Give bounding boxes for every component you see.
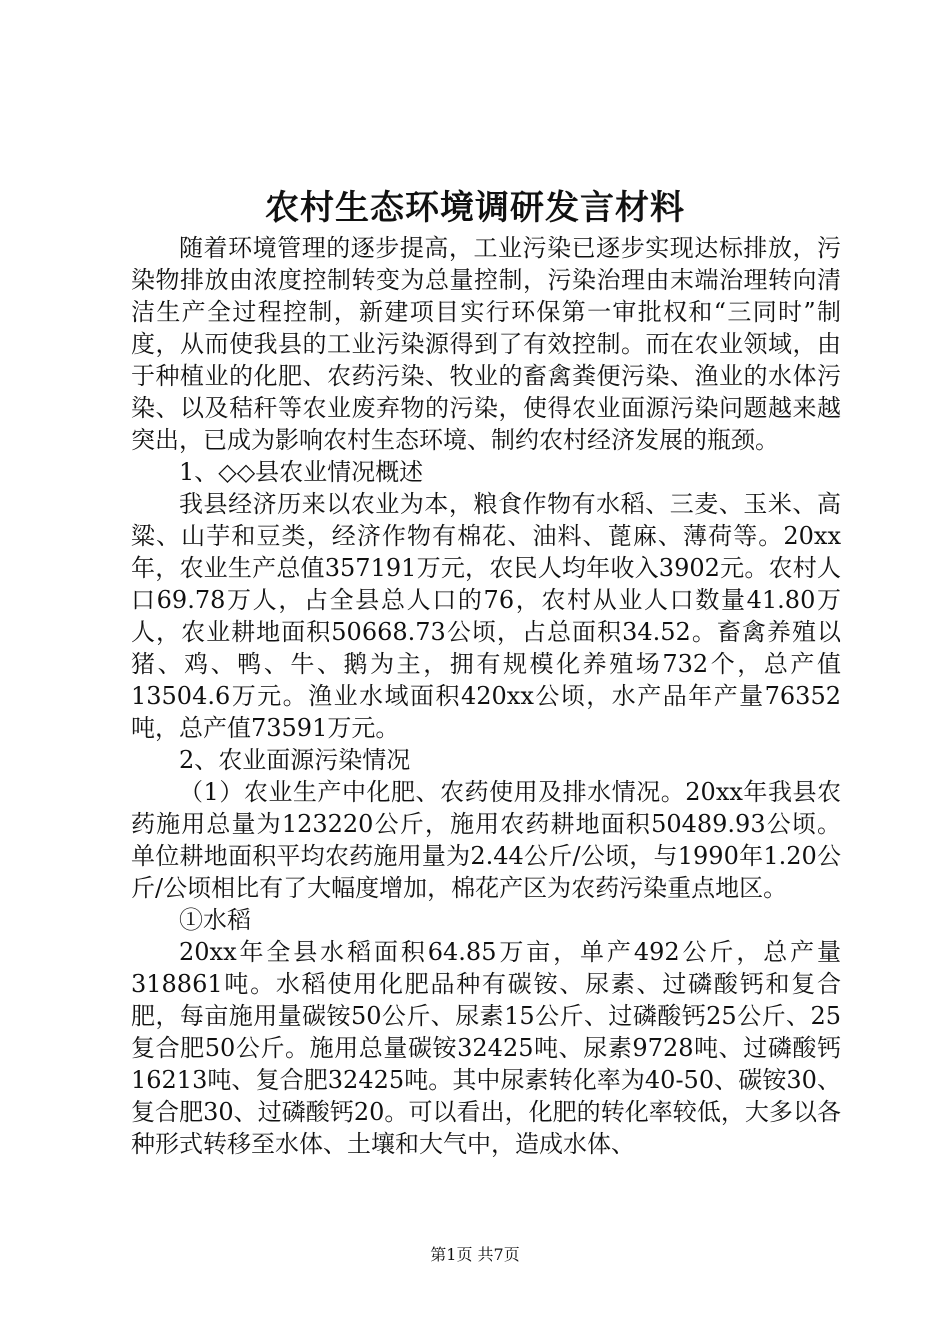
heading-section-1: 1、◇◇县农业情况概述 <box>179 458 424 486</box>
paragraph-intro: 随着环境管理的逐步提高，工业污染已逐步实现达标排放，污染物排放由浓度控制转变为总量控制，污染治理由末端治理转向清洁生产全过程控制，新建项目实行环保第一审批权和“三同时”制度，从而使我县的工业污染源得到了有效控制。而在农业领域，由于种植业的化肥、农药污染、牧业的畜禽粪便污染、渔业的水体污染、以及秸秆等农业废弃物的污染，使得农业面源污染问题越来越突出，已成为影响农村生态环境、制约农村经济发展的瓶颈。 <box>131 234 841 454</box>
paragraph-fertilizer: （1）农业生产中化肥、农药使用及排水情况。20xx年我县农药施用总量为123220公斤，施用农药耕地面积50489.93公顷。单位耕地面积平均农药施用量为2.44公斤/公顷，与1990年1.20公斤/公顷相比有了大幅度增加，棉花产区为农药污染重点地区。 <box>131 778 841 902</box>
paragraph-rice: 20xx年全县水稻面积64.85万亩，单产492公斤，总产量318861吨。水稻使用化肥品种有碳铵、尿素、过磷酸钙和复合肥，每亩施用量碳铵50公斤、尿素15公斤、过磷酸钙25公斤、25复合肥50公斤。施用总量碳铵32425吨、尿素9728吨、过磷酸钙16213吨、复合肥32425吨。其中尿素转化率为40-50、碳铵30、复合肥30、过磷酸钙20。可以看出，化肥的转化率较低，大多以各种形式转移至水体、土壤和大气中，造成水体、 <box>131 938 841 1158</box>
paragraph-overview: 我县经济历来以农业为本，粮食作物有水稻、三麦、玉米、高粱、山芋和豆类，经济作物有棉花、油料、蓖麻、薄荷等。20xx年，农业生产总值357191万元，农民人均年收入3902元。农村人口69.78万人，占全县总人口的76，农村从业人口数量41.80万人，农业耕地面积50668.73公顷，占总面积34.52。畜禽养殖以猪、鸡、鸭、牛、鹅为主，拥有规模化养殖场732个，总产值13504.6万元。渔业水域面积420xx公顷，水产品年产量76352吨，总产值73591万元。 <box>131 490 841 742</box>
page-footer: 第1页 共7页 <box>430 1245 520 1264</box>
document-body <box>131 232 841 1160</box>
heading-rice: ①水稻 <box>179 906 251 934</box>
heading-section-2: 2、农业面源污染情况 <box>179 746 411 774</box>
document-title: 农村生态环境调研发言材料 <box>265 188 685 228</box>
